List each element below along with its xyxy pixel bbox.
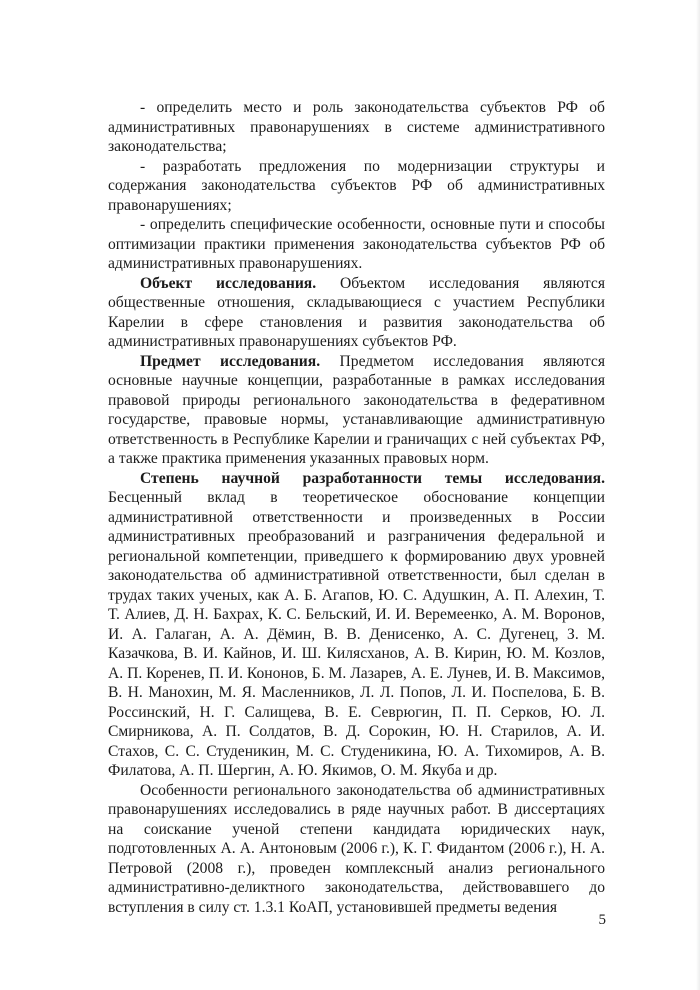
paragraph-text: Бесценный вклад в теоретическое обоснование концепции административной ответственности и произведенных в России административных преобразований и разграничения федеральной и региональной компетенции, приведшего к формированию двух уровней законодательства об административной ответственности, был сделан в трудах таких ученых, как А. Б. Агапов, Ю. С. Адушкин, А. П. Алехин, Т. Т. Алиев, Д. Н. Бахрах, К. С. Бельский, И. И. Веремеенко, А. М. Воронов, И. А. Галаган, А. А. Дёмин, В. В. Денисенко, А. С. Дугенец, З. М. Казачкова, В. И. Кайнов, И. Ш. Килясханов, А. В. Кирин, Ю. М. Козлов, А. П. Коренев, П. И. Кононов, Б. М. Лазарев, А. Е. Лунев, И. В. Максимов, В. Н. Манохин, М. Я. Масленников, Л. Л. Попов, Л. И. Поспелова, Б. В. Россинский, Н. Г. Салищева, В. Е. Севрюгин, П. П. Серков, Ю. Л. Смирникова, А. П. Солдатов, В. Д. Сорокин, Ю. Н. Старилов, А. И. Стахов, С. С. Студеникин, М. С. Студеникина, Ю. А. Тихомиров, А. В. Филатова, А. П. Шергин, А. Ю. Якимов, О. М. Якуба и др. [108,489,605,779]
page-number: 5 [598,912,606,928]
paragraph-text: - определить специфические особенности, основные пути и способы оптимизации практики применения законодательства субъектов РФ об административных правонарушениях. [108,216,605,272]
paragraph-regional-features [108,781,605,918]
paragraph-text: Особенности регионального законодательства об административных правонарушениях исследовались в ряде научных работ. В диссертациях на соискание ученой степени кандидата юридических наук, подготовленных А. А. Антоновым (2006 г.), К. Г. Фидантом (2006 г.), Н. А. Петровой (2008 г.), проведен комплексный анализ регионального административно-деликтного законодательства, действовавшего до вступления в силу ст. 1.3.1 КоАП, установившей предметы ведения [108,781,605,916]
paragraph-goal-1 [108,98,605,157]
paragraph-text: - разработать предложения по модернизации структуры и содержания законодательства субъектов РФ об административных правонарушениях; [108,157,605,214]
paragraph-text: - определить место и роль законодательства субъектов РФ об административных правонарушениях в системе административного законодательства; [108,99,605,155]
document-page [108,98,605,917]
paragraph-research-object [108,274,605,352]
paragraph-goal-3 [108,215,605,274]
paragraph-research-subject [108,352,605,469]
paragraph-lead: Предмет исследования. [140,352,321,370]
paragraph-text: Предметом исследования являются основные научные концепции, разработанные в рамках исследования правовой природы регионального законодательства в федеративном государстве, правовые нормы, устанавливающие административную ответственность в Республике Карелии и граничащих с ней субъектах РФ, а также практика применения указанных правовых норм. [108,352,605,467]
paragraph-lead: Объект исследования. [140,274,317,292]
paragraph-lead: Степень научной разработанности темы исследования. [140,469,605,487]
paragraph-text: Объектом исследования являются общественные отношения, складывающиеся с участием Республики Карелии в сфере становления и развития законодательства об административных правонарушениях субъектов РФ. [108,274,605,350]
scan-edge-shadow [696,0,700,990]
paragraph-goal-2 [108,157,605,216]
paragraph-degree-of-elaboration [108,469,605,781]
